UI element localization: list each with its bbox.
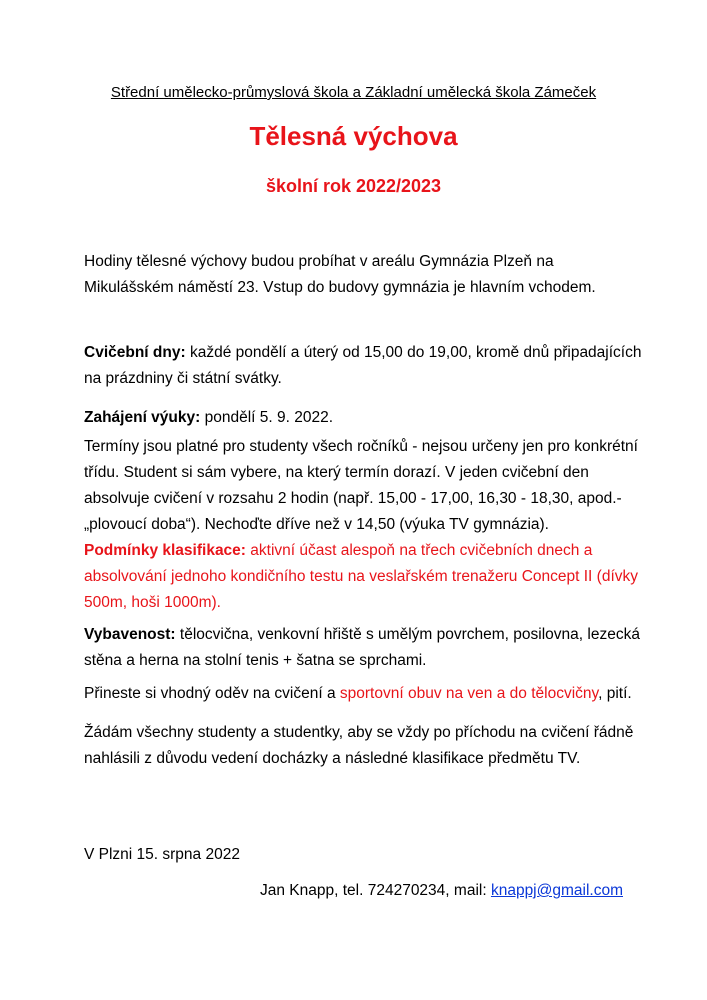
clothing-paragraph (84, 681, 644, 707)
place-date: V Plzni 15. srpna 2022 (84, 846, 240, 863)
terms-paragraph: Termíny jsou platné pro studenty všech ročníků - nejsou určeny jen pro konkrétní třídu. Student si sám vybere, na který termín dorazí. V jeden cvičební den absolvuje cvičení v rozsahu 2 hodin (např. 15,00 - 17,00, 16,30 - 18,30, apod.- „plovoucí doba“). Nechoďte dříve než v 14,50 (výuka TV gymnázia). (84, 438, 638, 533)
signature-text: Jan Knapp, tel. 724270234, mail: (260, 882, 491, 899)
start-paragraph (84, 405, 644, 431)
training-days-label: Cvičební dny: (84, 344, 186, 361)
school-name: Střední umělecko-průmyslová škola a Základní umělecká škola Zámeček (110, 84, 597, 101)
conditions-label: Podmínky klasifikace: (84, 542, 246, 559)
conditions-text: aktivní účast alespoň na třech cvičebních dnech a absolvování jednoho kondičního testu na veslařském trenažeru Concept II (dívky 500m, hoši 1000m). (84, 542, 639, 611)
clothing-highlight: sportovní obuv na ven a do tělocvičny (339, 685, 599, 702)
conditions-paragraph (84, 538, 644, 616)
equipment-paragraph (84, 622, 644, 674)
intro-paragraph: Hodiny tělesné výchovy budou probíhat v areálu Gymnázia Plzeň na Mikulášském náměstí 23. Vstup do budovy gymnázia je hlavním vchodem. (84, 253, 596, 296)
start-text: pondělí 5. 9. 2022. (200, 409, 334, 426)
equipment-text: tělocvična, venkovní hřiště s umělým povrchem, posilovna, lezecká stěna a herna na stolní tenis + šatna se sprchami. (84, 626, 640, 669)
document-title: Tělesná výchova (249, 121, 458, 151)
email-link[interactable]: knappj@gmail.com (490, 882, 623, 899)
clothing-text-end: , pití. (598, 685, 632, 702)
start-label: Zahájení výuky: (84, 409, 201, 426)
request-paragraph: Žádám všechny studenty a studentky, aby se vždy po příchodu na cvičení řádně nahlásili z důvodu vedení docházky a následné klasifikace předmětu TV. (84, 724, 634, 767)
training-days-text: každé pondělí a úterý od 15,00 do 19,00, kromě dnů připadajících na prázdniny či státní svátky. (84, 344, 642, 387)
training-days-paragraph (84, 340, 644, 392)
equipment-label: Vybavenost: (84, 626, 176, 643)
signature-line (260, 882, 623, 900)
school-year: školní rok 2022/2023 (265, 176, 442, 196)
clothing-text-start: Přineste si vhodný oděv na cvičení a (84, 685, 340, 702)
